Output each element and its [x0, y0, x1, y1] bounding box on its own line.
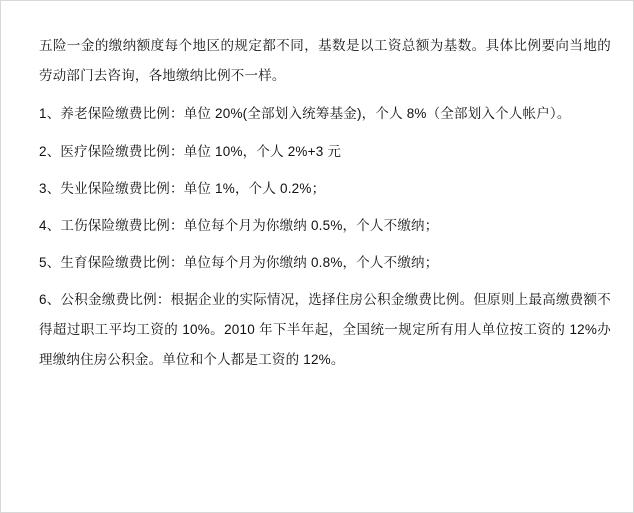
paragraph-pension-insurance: 1、养老保险缴费比例：单位 20%(全部划入统筹基金)，个人 8%（全部划入个人帐户）。: [39, 106, 571, 121]
paragraph-maternity-insurance: 5、生育保险缴费比例：单位每个月为你缴纳 0.8%，个人不缴纳；: [39, 255, 439, 270]
paragraph-unemployment-insurance: 3、失业保险缴费比例：单位 1%，个人 0.2%；: [39, 181, 326, 196]
document-body: [39, 31, 611, 375]
paragraph-work-injury-insurance: 4、工伤保险缴费比例：单位每个月为你缴纳 0.5%，个人不缴纳；: [39, 218, 439, 233]
paragraph-housing-fund: 6、公积金缴费比例：根据企业的实际情况，选择住房公积金缴费比例。但原则上最高缴费额不得超过职工平均工资的 10%。2010 年下半年起，全国统一规定所有用人单位按工资的 12%办理缴纳住房公积金。单位和个人都是工资的 12%。: [39, 292, 611, 367]
paragraph-medical-insurance: 2、医疗保险缴费比例：单位 10%，个人 2%+3 元: [39, 144, 342, 159]
paragraph-intro: 五险一金的缴纳额度每个地区的规定都不同，基数是以工资总额为基数。具体比例要向当地的劳动部门去咨询，各地缴纳比例不一样。: [39, 38, 611, 83]
